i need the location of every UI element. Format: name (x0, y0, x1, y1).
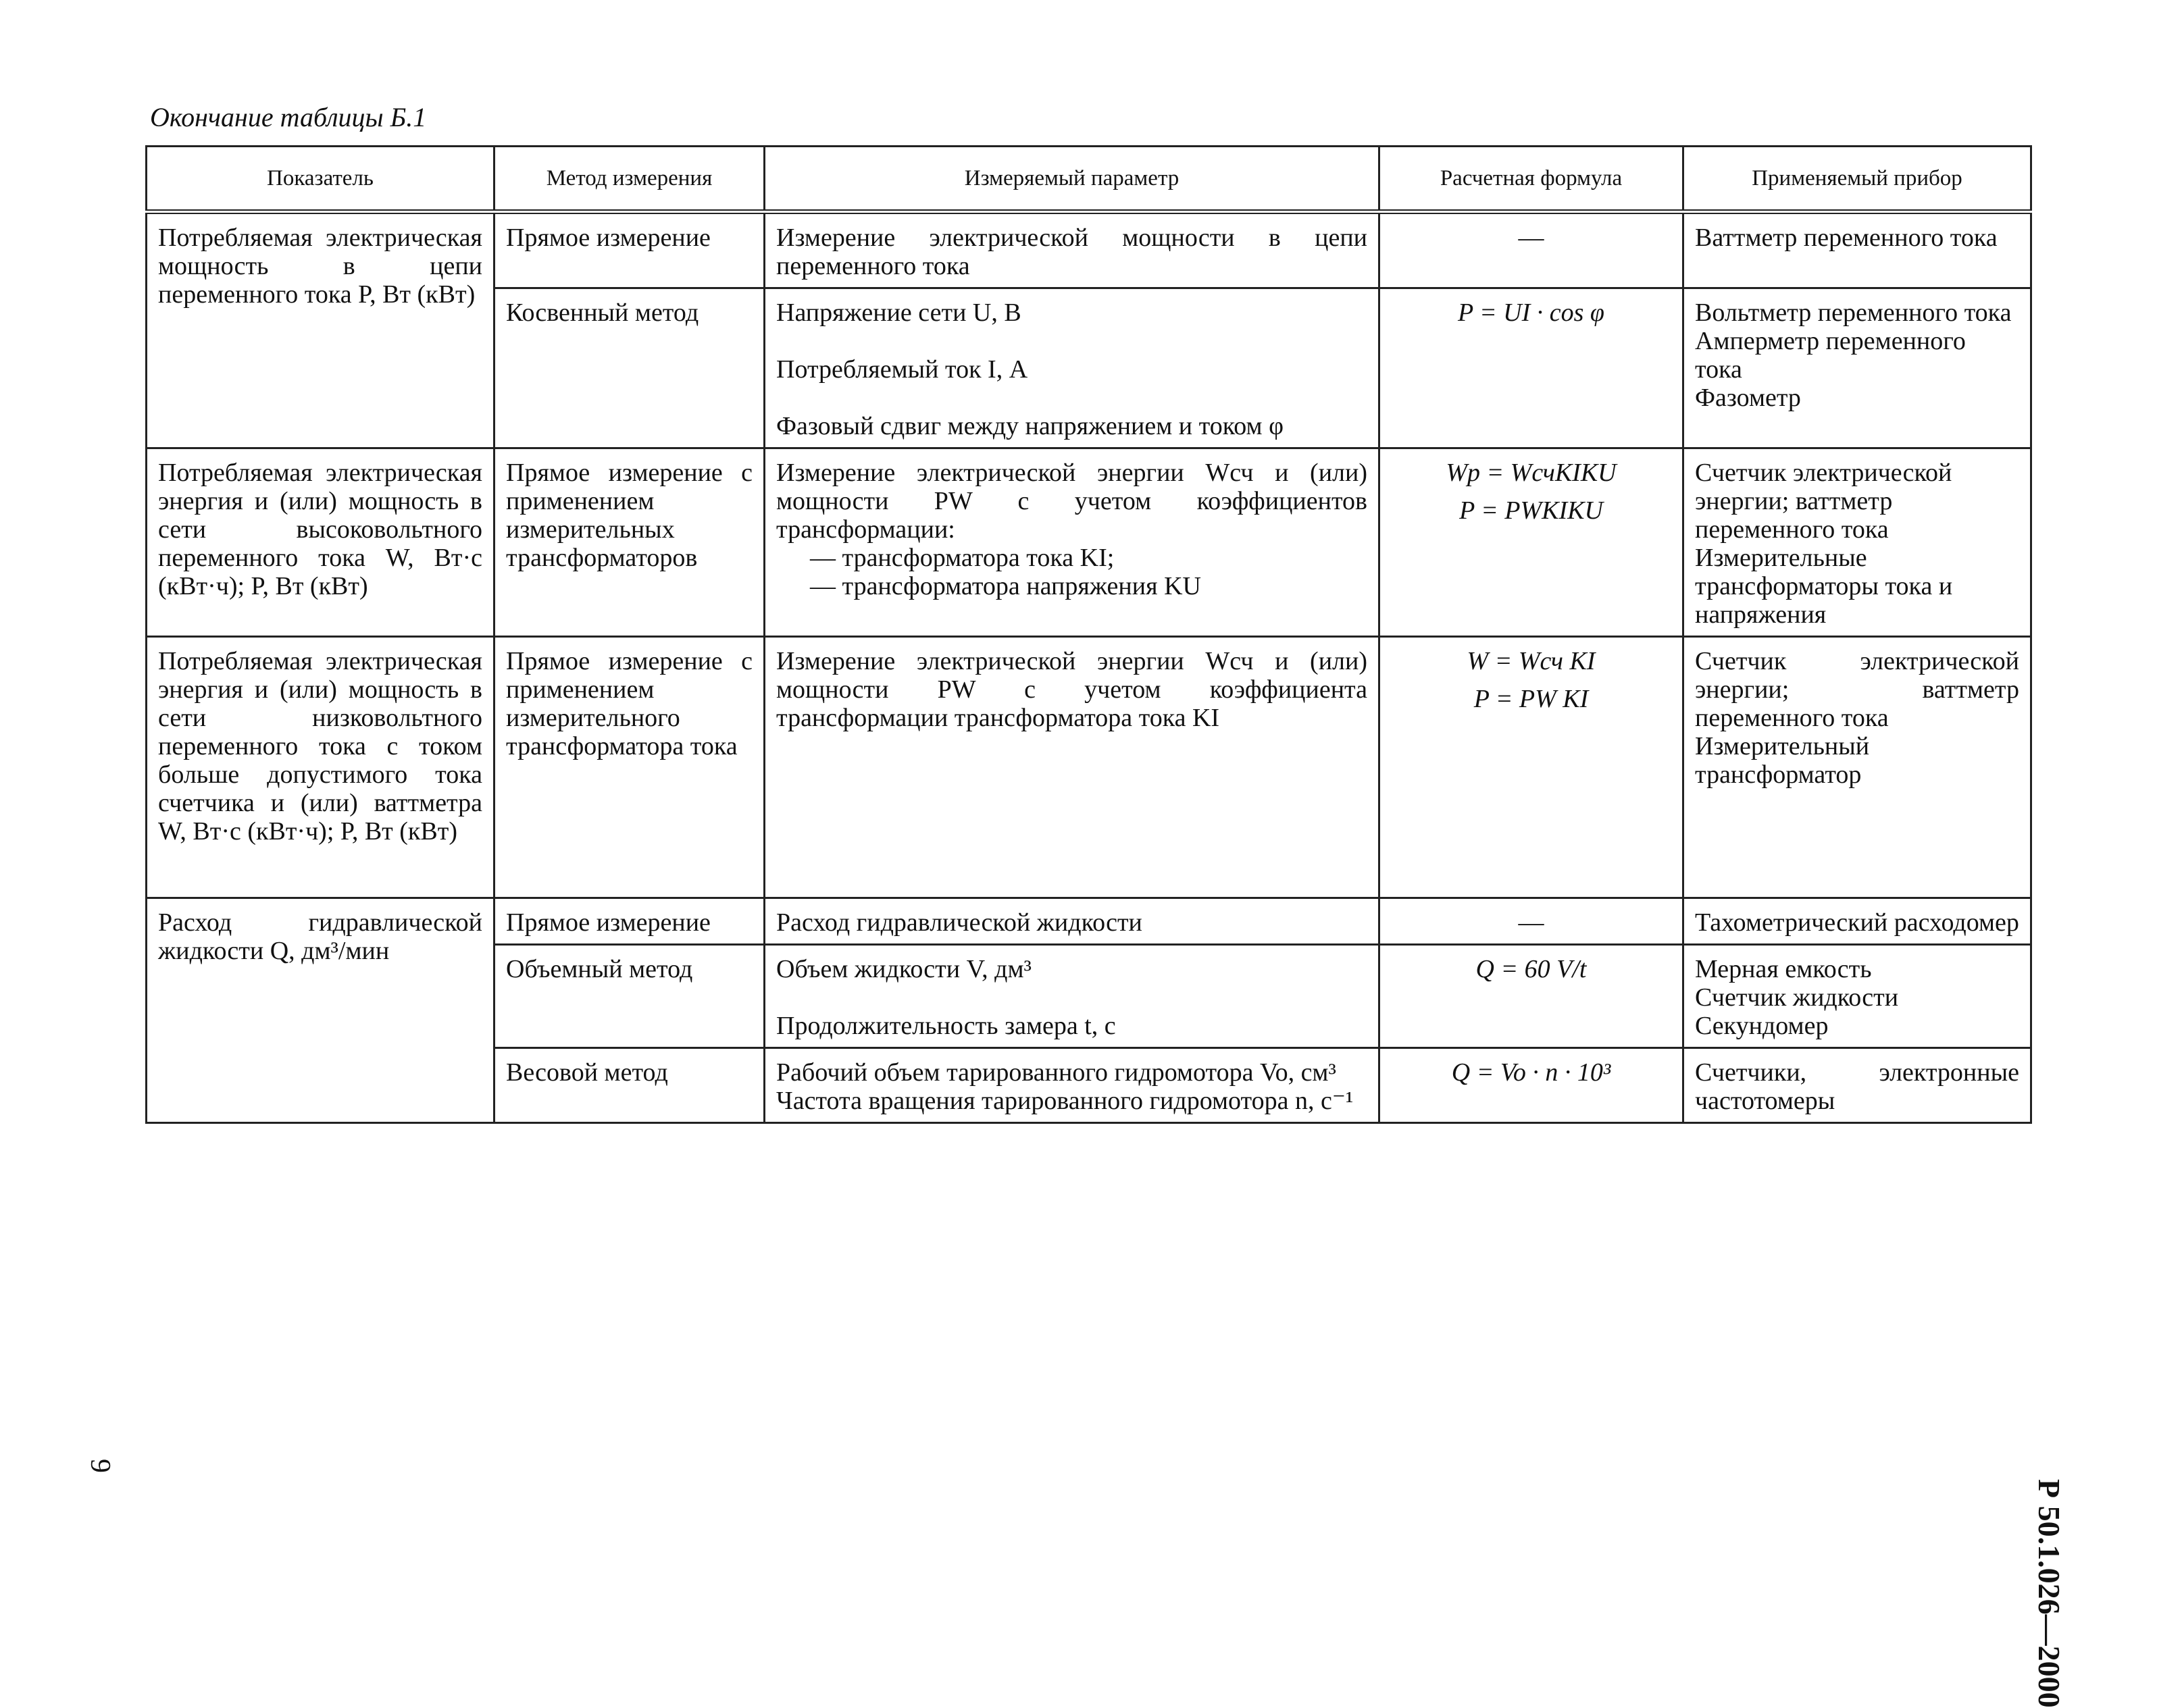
device-line: Измерительный трансформатор (1695, 732, 1870, 789)
formula-line: Wр = WсчKIKU (1446, 459, 1617, 487)
parameter-cell (765, 945, 1379, 1048)
device-line: Секундомер (1695, 1012, 1829, 1040)
formula-cell: Q = Vo · n · 10³ (1379, 1048, 1683, 1123)
method-cell: Прямое измерение (494, 898, 765, 945)
header-indicator: Показатель (147, 147, 494, 212)
parameter-line: Объем жидкости V, дм³ (776, 955, 1032, 983)
table-row (147, 898, 2031, 945)
parameter-cell: Расход гидравлической жидкости (765, 898, 1379, 945)
method-cell: Прямое измерение с применением измерительных трансформаторов (494, 448, 765, 637)
formula-line: W = Wсч KI (1467, 647, 1596, 675)
method-cell: Прямое измерение с применением измерительного трансформатора тока (494, 637, 765, 898)
parameter-line: Потребляемый ток I, А (776, 355, 1028, 384)
parameter-cell (765, 1048, 1379, 1123)
table-row (147, 212, 2031, 288)
device-cell: Ваттметр переменного тока (1683, 212, 2031, 288)
method-cell: Объемный метод (494, 945, 765, 1048)
device-cell (1683, 637, 2031, 898)
indicator-cell: Расход гидравлической жидкости Q, дм³/мин (147, 898, 494, 1123)
indicator-cell: Потребляемая электрическая мощность в цепи переменного тока P, Вт (кВт) (147, 212, 494, 448)
document-code: Р 50.1.026—2000 (2032, 1479, 2066, 1708)
device-line: Счетчик электрической энергии; ваттметр переменного тока (1695, 459, 1952, 544)
method-cell: Косвенный метод (494, 288, 765, 448)
indicator-cell: Потребляемая электрическая энергия и (или) мощность в сети высоковольтного переменного тока W, Вт·с (кВт·ч); P, Вт (кВт) (147, 448, 494, 637)
formula-line: P = PWKIKU (1459, 496, 1603, 525)
header-row (147, 147, 2031, 212)
formula-cell: — (1379, 212, 1683, 288)
device-line: Счетчик жидкости (1695, 983, 1899, 1012)
parameter-item: — трансформатора напряжения KU (810, 572, 1201, 600)
device-cell (1683, 288, 2031, 448)
parameter-cell (765, 448, 1379, 637)
page-number: 9 (84, 1459, 116, 1473)
parameter-line: Фазовый сдвиг между напряжением и током φ (776, 412, 1284, 440)
device-cell: Счетчики, электронные частотомеры (1683, 1048, 2031, 1123)
formula-cell: Q = 60 V/t (1379, 945, 1683, 1048)
formula-line: P = PW KI (1473, 685, 1589, 713)
header-formula: Расчетная формула (1379, 147, 1683, 212)
device-line: Фазометр (1695, 384, 1801, 412)
header-method: Метод измерения (494, 147, 765, 212)
parameter-cell: Измерение электрической мощности в цепи переменного тока (765, 212, 1379, 288)
device-line: Счетчик электрической энергии; ваттметр переменного тока (1695, 647, 2019, 732)
method-cell: Прямое измерение (494, 212, 765, 288)
parameter-cell: Измерение электрической энергии Wсч и (или) мощности PW с учетом коэффициента трансформации трансформатора тока KI (765, 637, 1379, 898)
header-parameter: Измеряемый параметр (765, 147, 1379, 212)
parameter-line: Напряжение сети U, В (776, 299, 1021, 327)
formula-cell (1379, 637, 1683, 898)
indicator-cell: Потребляемая электрическая энергия и (или) мощность в сети низковольтного переменного тока с током больше допустимого тока счетчика и (или) ваттметра W, Вт·с (кВт·ч); P, Вт (кВт) (147, 637, 494, 898)
formula-cell: — (1379, 898, 1683, 945)
device-line: Вольтметр переменного тока (1695, 299, 2012, 327)
table-row (147, 637, 2031, 898)
parameter-cell (765, 288, 1379, 448)
formula-cell (1379, 448, 1683, 637)
device-line: Амперметр переменного тока (1695, 327, 1966, 384)
parameter-line: Измерение электрической энергии Wсч и (или) мощности PW с учетом коэффициентов трансформации: (776, 459, 1367, 544)
parameter-line: Рабочий объем тарированного гидромотора Vo, см³ (776, 1058, 1336, 1087)
measurement-table (145, 145, 2032, 1124)
table-row (147, 448, 2031, 637)
formula-cell: P = UI · cos φ (1379, 288, 1683, 448)
device-cell (1683, 448, 2031, 637)
parameter-item: — трансформатора тока KI; (810, 544, 1115, 572)
device-cell: Тахометрический расходомер (1683, 898, 2031, 945)
method-cell: Весовой метод (494, 1048, 765, 1123)
header-device: Применяемый прибор (1683, 147, 2031, 212)
parameter-line: Продолжительность замера t, с (776, 1012, 1116, 1040)
device-cell (1683, 945, 2031, 1048)
table-caption: Окончание таблицы Б.1 (150, 102, 427, 132)
device-line: Измерительные трансформаторы тока и напряжения (1695, 544, 1953, 629)
device-line: Мерная емкость (1695, 955, 1872, 983)
parameter-line: Частота вращения тарированного гидромотора n, с⁻¹ (776, 1087, 1354, 1115)
